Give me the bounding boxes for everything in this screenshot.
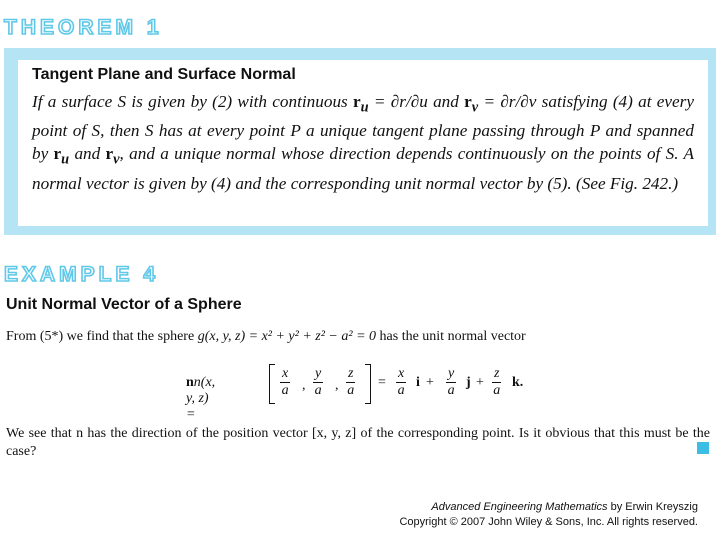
copyright: Copyright © 2007 John Wiley & Sons, Inc. All rights reserved.	[399, 516, 698, 528]
frac-z-over-a-2: $\frac{z}{a}$	[493, 366, 501, 398]
example-intro	[6, 329, 526, 345]
footer-credit	[399, 500, 698, 515]
formula-lhs: nn(x, y, z) =	[186, 375, 216, 422]
vector-ru-2: $r_u$	[53, 144, 70, 168]
unit-vector-j: j	[466, 375, 471, 390]
frac-y-over-a-2: $\frac{y}{a}$	[447, 366, 455, 398]
comma-2: ,	[335, 378, 339, 393]
example-intro-post: has the unit normal vector	[376, 329, 526, 344]
plus-sign-1: +	[426, 375, 434, 390]
sphere-equation: g(x, y, z) = x² + y² + z² − a² = 0	[197, 329, 377, 344]
theorem-text-3: and	[69, 144, 106, 164]
equals-sign: =	[378, 375, 386, 390]
frac-x-over-a-2: $\frac{x}{a}$	[397, 366, 405, 398]
footer	[399, 500, 698, 530]
unit-vector-k: k.	[512, 375, 524, 390]
unit-vector-i: i	[416, 375, 420, 390]
theorem-box	[4, 48, 716, 235]
bracket-left	[269, 364, 275, 404]
vector-rv-2: $r_v$	[105, 144, 120, 168]
bracket-right	[365, 364, 371, 404]
theorem-text-4: , and a unique normal whose direction depends continuously on the points of S. A normal vector is given by (4) and the corresponding unit normal vector by (5). (See Fig. 242.)	[32, 144, 694, 193]
frac-y-over-a: $\frac{y}{a}$	[314, 366, 322, 398]
theorem-text-2: = ∂r/∂v satisfying (4) at every point of S, then S has at every point P a unique tangent plane passing through P and spanned by	[32, 92, 694, 164]
theorem-content	[18, 60, 708, 226]
example-intro-pre: From (5*) we find that the sphere	[6, 329, 198, 344]
end-of-example-marker	[697, 442, 709, 454]
example-title: Unit Normal Vector of a Sphere	[6, 296, 242, 313]
theorem-title: Tangent Plane and Surface Normal	[32, 66, 296, 83]
vector-ru: $r_u$	[353, 92, 369, 116]
theorem-header: THEOREM 1	[4, 16, 163, 39]
theorem-eq-1: = ∂r/∂u and	[368, 92, 465, 111]
frac-x-over-a: $\frac{x}{a}$	[281, 366, 289, 398]
vector-rv: $r_v$	[464, 92, 479, 116]
plus-sign-2: +	[476, 375, 484, 390]
comma-1: ,	[302, 378, 306, 393]
theorem-text-1: If a surface S is given by (2) with continuous	[32, 92, 354, 111]
theorem-statement	[32, 90, 694, 195]
frac-z-over-a: $\frac{z}{a}$	[347, 366, 355, 398]
author: by Erwin Kreyszig	[607, 501, 698, 513]
book-title: Advanced Engineering Mathematics	[431, 501, 608, 513]
example-conclusion: We see that n has the direction of the position vector [x, y, z] of the corresponding point. Is it obvious that this must be the case?	[6, 426, 710, 459]
example-header: EXAMPLE 4	[4, 263, 160, 286]
